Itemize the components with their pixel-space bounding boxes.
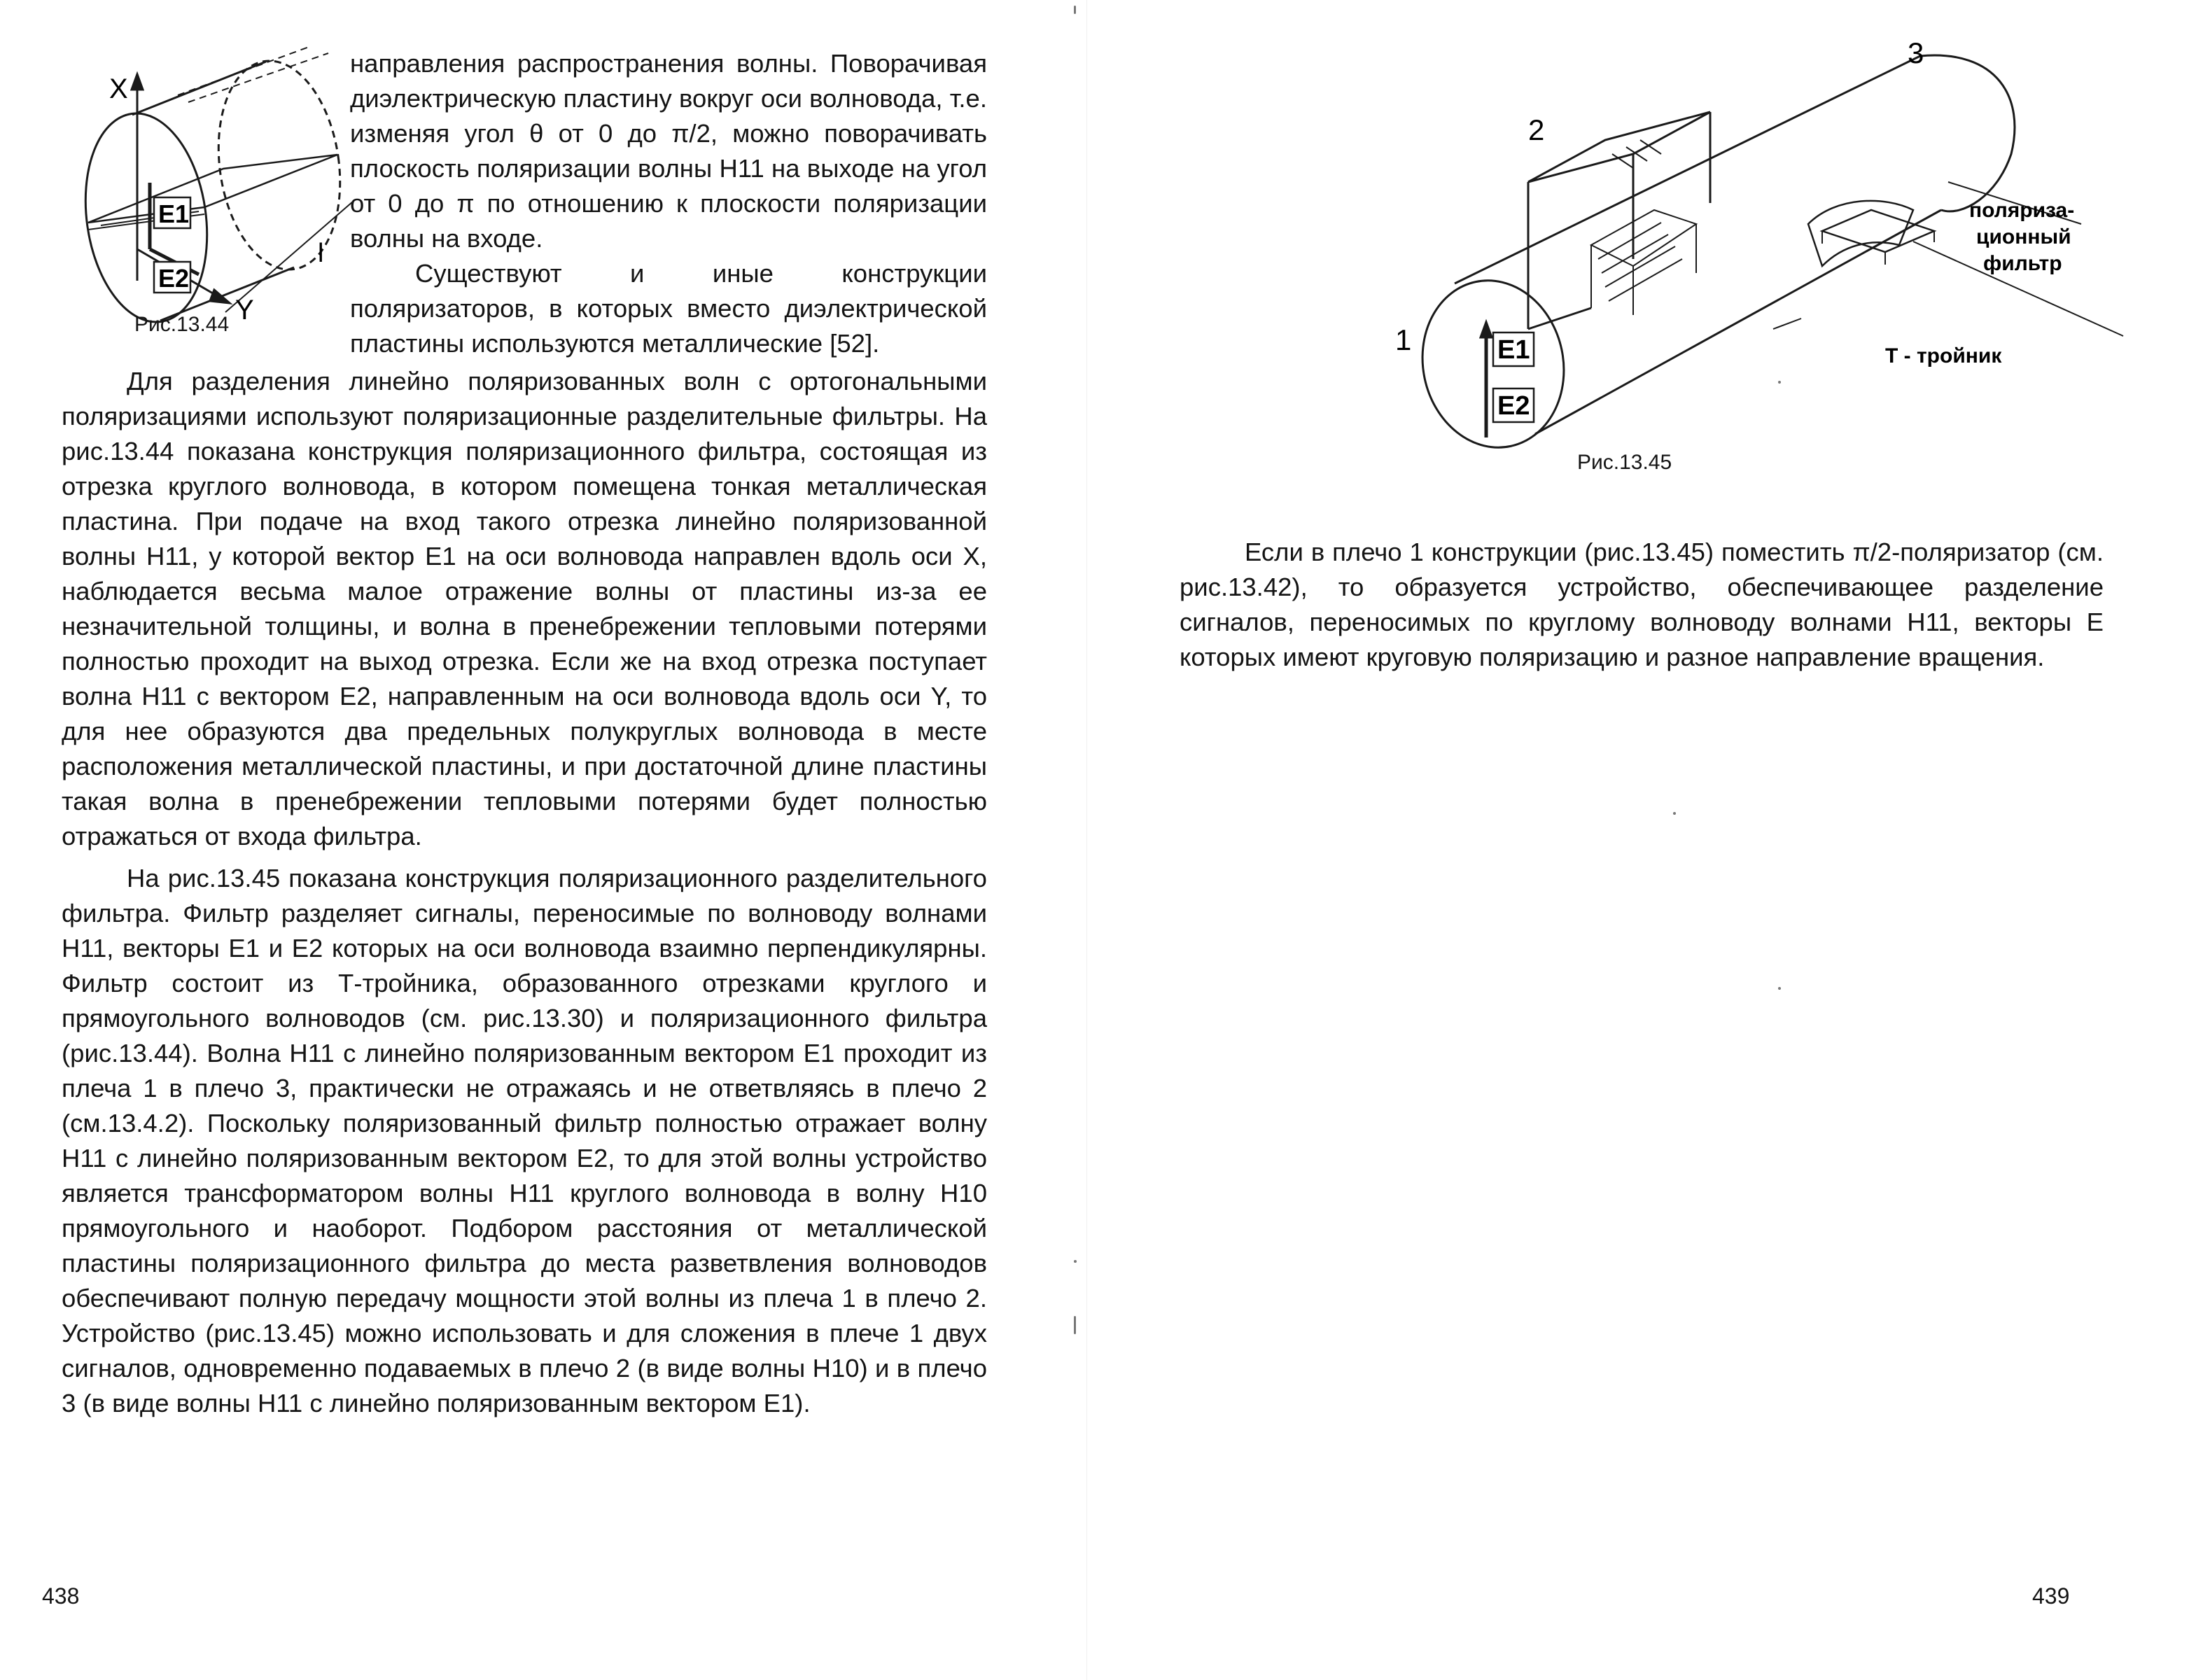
intro-paragraph: направления распространения волны. Поворачивая диэлектрическую пластину вокруг оси волновода, т.е. изменяя угол θ от 0 до π/2, можно поворачивать плоскость поляризации волны H11 на выходе на угол от 0 до π по отношению к плоскости поляризации волны на входе.: [350, 49, 987, 253]
arm2-label: 2: [1528, 113, 1545, 146]
tee-label: Т - тройник: [1885, 344, 2002, 368]
page-number-right: 439: [2032, 1583, 2070, 1609]
metal-plate: [88, 155, 337, 223]
filter-label-line3: фильтр: [1983, 252, 2062, 275]
fig45-e1-label: E1: [1497, 335, 1530, 365]
length-label: l: [318, 239, 324, 268]
scan-speck: [1074, 1260, 1077, 1263]
filter-paragraph: Для разделения линейно поляризованных волн с ортогональными поляризациями используют поляризационные разделительные фильтры. На рис.13.44 показана конструкция поляризационного фильтра, состоящая из отрезка круглого волновода, в котором помещена тонкая металлическая пластина. При подаче на вход такого отрезка линейно поляризованной волны H11, у которой вектор E1 на оси волновода направлен вдоль оси X, наблюдается весьма малое отражение волны от пластины из-за ее незначительной толщины, и волна в пренебрежении тепловыми потерями полностью проходит на выход отрезка. Если же на вход отрезка поступает волна H11 с вектором E2, направленным на оси волновода вдоль оси Y, то для нее образуются два предельных полукруглых волновода в месте расположения металлической пластины, и при достаточной длине пластины такая волна в пренебрежении тепловыми потерями будет полностью отражаться от входа фильтра.: [62, 367, 987, 850]
y-axis-label: Y: [235, 295, 254, 326]
constructions-paragraph: Существуют и иные конструкции поляризаторов, в которых вместо диэлектрической пластины используются металлические [52].: [350, 259, 987, 358]
scan-speck: [1778, 987, 1781, 990]
filter-label-line1: поляриза-: [1969, 199, 2075, 222]
arm1-label: 1: [1395, 323, 1412, 356]
scan-speck: [1074, 6, 1076, 14]
right-page: [1101, 0, 2203, 1680]
left-text-column: [62, 46, 987, 1421]
polarizer-paragraph: Если в плечо 1 конструкции (рис.13.45) поместить π/2-поляризатор (см. рис.13.42), то образуется устройство, обеспечивающее разделение сигналов, переносимых по круглому волноводу волнами H11, векторы E которых имеют круговую поляризацию и разное направление вращения.: [1180, 538, 2104, 671]
figure-13-44-caption: Рис.13.44: [134, 313, 230, 336]
filter-label-line2: ционный: [1976, 225, 2071, 248]
back-ellipse: [206, 53, 353, 278]
scan-speck: [1074, 1316, 1076, 1334]
figure-13-45-drawing: [1381, 35, 2116, 469]
front-ellipse: [73, 106, 220, 330]
right-text-column: [1180, 535, 2104, 675]
page-number-left: 438: [42, 1583, 80, 1609]
x-axis-label: X: [109, 74, 128, 104]
left-page: [0, 0, 1101, 1680]
scan-speck: [1673, 812, 1676, 815]
e2-label: E2: [158, 264, 190, 293]
fig45-paragraph: На рис.13.45 показана конструкция поляризационного разделительного фильтра. Фильтр разделяет сигналы, переносимые по волноводу волнами H11, векторы E1 и E2 которых на оси волновода взаимно перпендикулярны. Фильтр состоит из Т-тройника, образованного отрезками круглого и прямоугольного волноводов (см. рис.13.30) и поляризационного фильтра (рис.13.44). Волна H11 с линейно поляризованным вектором E1 проходит из плеча 1 в плечо 3, практически не отражаясь и не ответвляясь в плечо 2 (см.13.4.2). Поскольку поляризованный фильтр полностью отражает волну H11 с линейно поляризованным вектором E2, то для этой волны устройство является трансформатором волны H11 круглого волновода в волну H10 прямоугольного и наоборот. Подбором расстояния от металлической пластины поляризационного фильтра до места разветвления волноводов обеспечивают полную передачу мощности этой волны из плеча 1 в плечо 2. Устройство (рис.13.45) можно использовать и для сложения в плече 1 двух сигналов, одновременно подаваемых в плечо 2 (в виде волны H10) и в плечо 3 (в виде волны H11 с линейно поляризованным вектором E1).: [62, 864, 987, 1418]
scan-speck: [1778, 381, 1781, 384]
arm3-label: 3: [1908, 36, 1924, 69]
figure-13-45-caption: Рис.13.45: [1577, 451, 1672, 474]
e1-label: E1: [158, 200, 190, 228]
fig45-e2-label: E2: [1497, 391, 1530, 421]
figure-13-44: [59, 46, 339, 347]
